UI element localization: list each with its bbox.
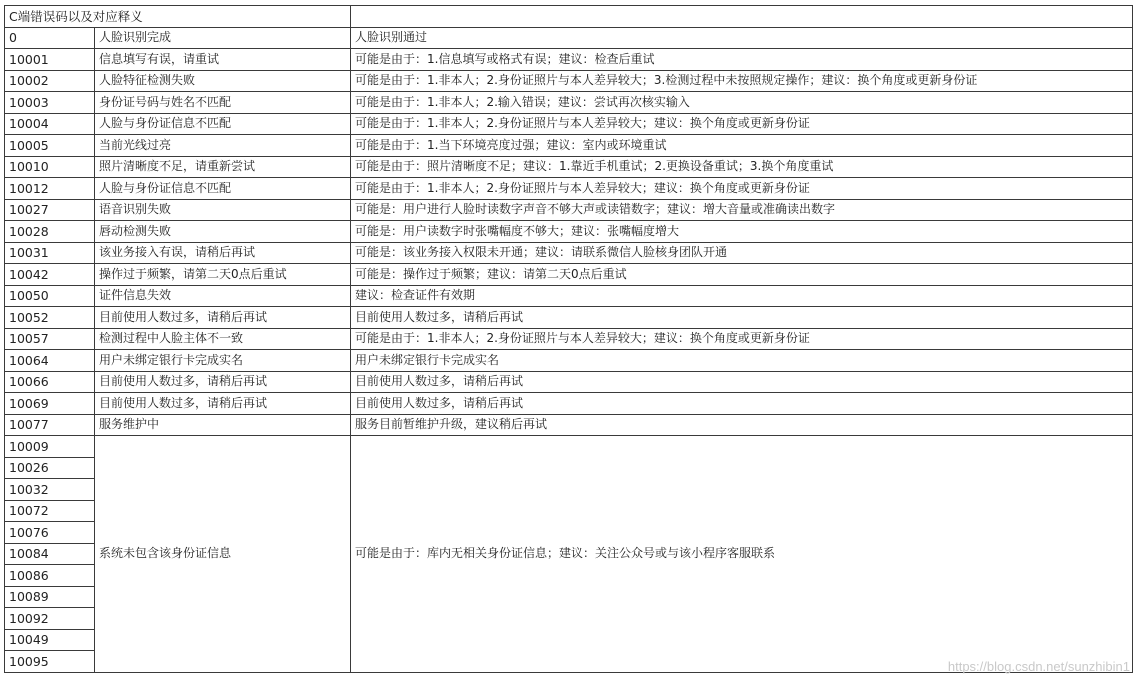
error-explanation-cell: 可能是由于：1.非本人；2.身份证照片与本人差异较大；建议：换个角度或更新身份证 [351,328,1133,350]
error-meaning-cell: 目前使用人数过多，请稍后再试 [95,371,351,393]
table-row [5,393,1133,415]
error-code-cell: 10057 [5,328,95,350]
error-explanation-cell: 可能是由于：1.非本人；2.输入错误；建议：尝试再次核实输入 [351,92,1133,114]
title-row [5,6,1133,28]
sheet-title: C端错误码以及对应释义 [5,6,351,28]
error-meaning-cell: 唇动检测失败 [95,221,351,243]
error-code-cell: 10001 [5,49,95,71]
error-code-cell: 10049 [5,629,95,651]
table-row [5,414,1133,436]
error-explanation-cell: 目前使用人数过多，请稍后再试 [351,307,1133,329]
table-row [5,242,1133,264]
error-meaning-cell: 当前光线过亮 [95,135,351,157]
error-explanation-cell: 服务目前暂维护升级，建议稍后再试 [351,414,1133,436]
table-row [5,285,1133,307]
error-meaning-cell: 信息填写有误，请重试 [95,49,351,71]
table-row [5,199,1133,221]
error-code-cell: 10077 [5,414,95,436]
error-code-cell: 10032 [5,479,95,501]
error-code-table-body [5,6,1133,673]
error-code-table [4,5,1133,673]
error-code-cell: 10072 [5,500,95,522]
error-explanation-cell: 目前使用人数过多，请稍后再试 [351,393,1133,415]
table-row [5,307,1133,329]
error-explanation-cell: 可能是：用户读数字时张嘴幅度不够大；建议：张嘴幅度增大 [351,221,1133,243]
group-meaning-cell: 系统未包含该身份证信息 [95,436,351,673]
error-meaning-cell: 语音识别失败 [95,199,351,221]
error-code-cell: 10076 [5,522,95,544]
error-meaning-cell: 检测过程中人脸主体不一致 [95,328,351,350]
error-explanation-cell: 可能是由于：1.非本人；2.身份证照片与本人差异较大；建议：换个角度或更新身份证 [351,178,1133,200]
table-row [5,328,1133,350]
error-code-cell: 10004 [5,113,95,135]
error-code-cell: 10005 [5,135,95,157]
error-code-cell: 10052 [5,307,95,329]
error-explanation-cell: 建议：检查证件有效期 [351,285,1133,307]
error-code-cell: 10069 [5,393,95,415]
table-row [5,178,1133,200]
error-code-cell: 10028 [5,221,95,243]
title-row-blank-cell [351,6,1133,28]
table-row [5,27,1133,49]
error-meaning-cell: 操作过于频繁，请第二天0点后重试 [95,264,351,286]
table-row [5,113,1133,135]
table-row [5,221,1133,243]
error-meaning-cell: 服务维护中 [95,414,351,436]
table-row [5,264,1133,286]
error-explanation-cell: 人脸识别通过 [351,27,1133,49]
error-code-cell: 10089 [5,586,95,608]
error-meaning-cell: 目前使用人数过多，请稍后再试 [95,307,351,329]
error-code-cell: 10027 [5,199,95,221]
error-code-cell: 10042 [5,264,95,286]
watermark: https://blog.csdn.net/sunzhibin1 [947,659,1130,674]
error-code-cell: 10095 [5,651,95,673]
error-explanation-cell: 可能是由于：1.非本人；2.身份证照片与本人差异较大；建议：换个角度或更新身份证 [351,113,1133,135]
table-row [5,135,1133,157]
error-code-cell: 10066 [5,371,95,393]
error-code-cell: 10026 [5,457,95,479]
error-code-cell: 0 [5,27,95,49]
error-code-cell: 10003 [5,92,95,114]
error-code-cell: 10012 [5,178,95,200]
error-explanation-cell: 可能是：用户进行人脸时读数字声音不够大声或读错数字；建议：增大音量或准确读出数字 [351,199,1133,221]
error-explanation-cell: 可能是：该业务接入权限未开通；建议：请联系微信人脸核身团队开通 [351,242,1133,264]
error-code-cell: 10050 [5,285,95,307]
error-code-cell: 10002 [5,70,95,92]
error-code-cell: 10092 [5,608,95,630]
error-explanation-cell: 可能是：操作过于频繁；建议：请第二天0点后重试 [351,264,1133,286]
group-explanation-cell: 可能是由于：库内无相关身份证信息；建议：关注公众号或与该小程序客服联系 [351,436,1133,673]
error-meaning-cell: 人脸特征检测失败 [95,70,351,92]
error-meaning-cell: 照片清晰度不足，请重新尝试 [95,156,351,178]
error-meaning-cell: 人脸与身份证信息不匹配 [95,113,351,135]
table-row [5,350,1133,372]
error-code-cell: 10010 [5,156,95,178]
error-explanation-cell: 可能是由于：1.信息填写或格式有误；建议：检查后重试 [351,49,1133,71]
table-row [5,92,1133,114]
table-row [5,70,1133,92]
error-explanation-cell: 可能是由于：1.当下环境亮度过强；建议：室内或环境重试 [351,135,1133,157]
error-meaning-cell: 人脸与身份证信息不匹配 [95,178,351,200]
error-explanation-cell: 可能是由于：照片清晰度不足；建议：1.靠近手机重试；2.更换设备重试；3.换个角度重试 [351,156,1133,178]
error-meaning-cell: 身份证号码与姓名不匹配 [95,92,351,114]
error-explanation-cell: 目前使用人数过多，请稍后再试 [351,371,1133,393]
error-explanation-cell: 用户未绑定银行卡完成实名 [351,350,1133,372]
error-code-cell: 10064 [5,350,95,372]
table-row [5,371,1133,393]
error-meaning-cell: 人脸识别完成 [95,27,351,49]
table-row [5,436,1133,458]
error-code-cell: 10086 [5,565,95,587]
error-code-cell: 10031 [5,242,95,264]
error-explanation-cell: 可能是由于：1.非本人；2.身份证照片与本人差异较大；3.检测过程中未按照规定操作；建议：换个角度或更新身份证 [351,70,1133,92]
error-meaning-cell: 该业务接入有误，请稍后再试 [95,242,351,264]
error-meaning-cell: 证件信息失效 [95,285,351,307]
error-code-cell: 10084 [5,543,95,565]
table-row [5,49,1133,71]
table-row [5,156,1133,178]
error-code-cell: 10009 [5,436,95,458]
error-meaning-cell: 用户未绑定银行卡完成实名 [95,350,351,372]
error-meaning-cell: 目前使用人数过多，请稍后再试 [95,393,351,415]
